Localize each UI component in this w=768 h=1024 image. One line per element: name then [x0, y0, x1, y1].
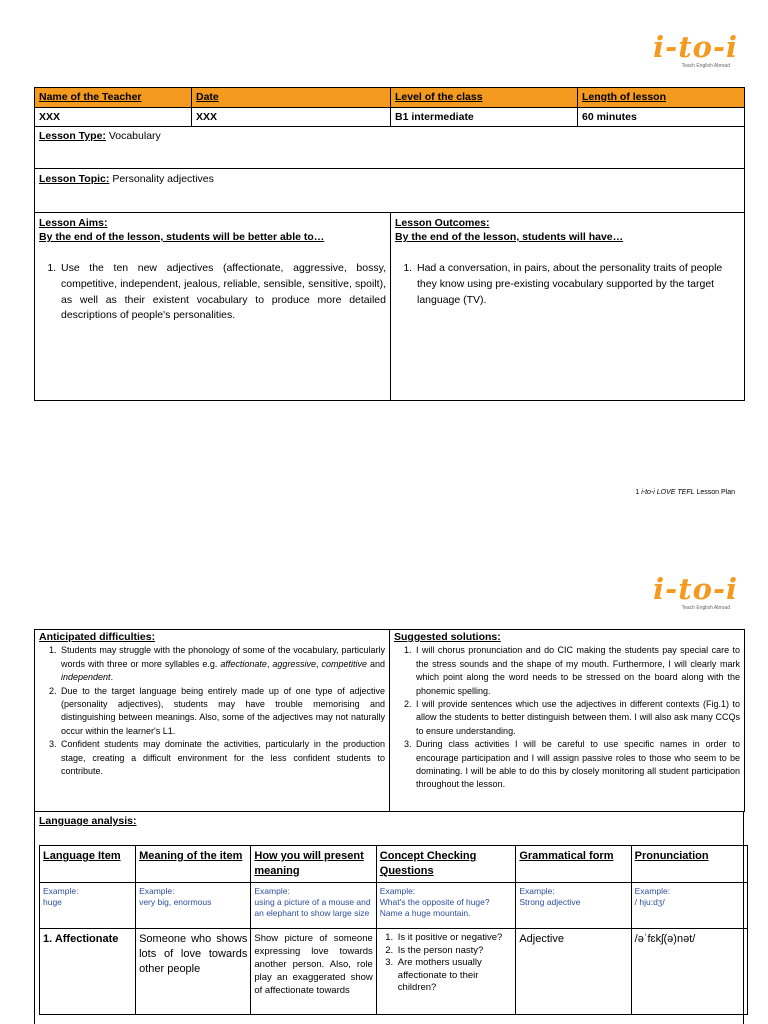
analysis-title: Language analysis:: [39, 815, 137, 827]
example-cell: Example: using a picture of a mouse and an elephant to show large size: [251, 883, 376, 929]
lesson-type-label: Lesson Type:: [39, 130, 106, 142]
footer-page-number: 1: [635, 489, 640, 496]
item-form: Adjective: [516, 929, 631, 1015]
col-present: How you will present meaning: [251, 846, 376, 883]
logo-tagline: Teach English Abroad: [681, 605, 730, 611]
length-value: 60 minutes: [578, 108, 745, 127]
lesson-topic-value: Personality adjectives: [112, 173, 214, 185]
example-cell: Example: What's the opposite of huge? Name a huge mountain.: [376, 883, 516, 929]
difficulty-item: 2. Due to the target language being entirely made up of one type of adjective (personality adjectives), students may have trouble memorising and distinguishing between meanings. Also, some of the adjectives may not naturally occur within the learner's L1.: [59, 685, 385, 739]
language-item: 1. Affectionate: [40, 929, 136, 1015]
aims-list: [39, 261, 386, 324]
header-level: Level of the class: [391, 88, 578, 108]
footer-brand: i-to-i: [641, 489, 655, 496]
lesson-overview-table: [34, 87, 745, 401]
header-date: Date: [192, 88, 391, 108]
difficulties-solutions-table: [34, 629, 745, 812]
lesson-type-value: Vocabulary: [108, 130, 161, 142]
solutions-cell: [390, 630, 745, 812]
solutions-list: [394, 644, 740, 791]
difficulties-cell: [35, 630, 390, 812]
col-meaning: Meaning of the item: [136, 846, 251, 883]
footer-rest: Lesson Plan: [696, 489, 735, 496]
difficulties-list: [39, 644, 385, 778]
example-cell: Example: Strong adjective: [516, 883, 631, 929]
item-pronunciation: /əˈfɛkʃ(ə)nət/: [631, 929, 747, 1015]
outcomes-item: 1. Had a conversation, in pairs, about the personality traits of people they know using pre-existing vocabulary supported by the target language (TV).: [415, 261, 740, 308]
aims-title: Lesson Aims:: [39, 217, 108, 229]
lesson-topic-row: [35, 169, 745, 213]
item-ccqs: 1. Is it positive or negative? 2. Is the person nasty? 3. Are mothers usually affectionate to their children?: [376, 929, 516, 1015]
overview-value-row: [35, 108, 745, 127]
teacher-value: XXX: [35, 108, 192, 127]
solutions-title: Suggested solutions:: [394, 631, 501, 643]
example-cell: Example: very big, enormous: [136, 883, 251, 929]
language-analysis-table: [39, 845, 748, 1015]
difficulty-item: 1. Students may struggle with the phonology of some of the vocabulary, particularly words with three or more syllables e.g. affectionate, aggressive, competitive and independent.: [59, 644, 385, 684]
outcomes-title: Lesson Outcomes:: [395, 217, 490, 229]
lesson-type-row: [35, 127, 745, 169]
item-presentation: Show picture of someone expressing love towards another person. Also, role play an exaggerated show of affectionate towards: [251, 929, 376, 1015]
outcomes-subtitle: By the end of the lesson, students will have…: [395, 231, 624, 243]
lesson-aims-cell: [35, 213, 391, 401]
item-meaning: Someone who shows lots of love towards other people: [136, 929, 251, 1015]
col-form: Grammatical form: [516, 846, 631, 883]
date-value: XXX: [192, 108, 391, 127]
aims-outcomes-row: [35, 213, 745, 401]
header-length: Length of lesson: [578, 88, 745, 108]
outcomes-list: [395, 261, 740, 308]
logo-tagline: Teach English Abroad: [681, 63, 730, 69]
aims-item: 1. Use the ten new adjectives (affectionate, aggressive, bossy, competitive, independent, jealous, reliable, sensible, sensitive, spoilt), as well as their existent vocabulary to produce more detailed descriptions of people's personalities.: [59, 261, 386, 324]
difficulty-item: 3. Confident students may dominate the activities, particularly in the production stage, creating a difficult environment for the less confident students to contribute.: [59, 738, 385, 778]
solution-item: 1. I will chorus pronunciation and do CIC making the students pay special care to the stress sounds and the shape of my mouth. Furthermore, I will clearly mark which point along the word needs to be stressed on the board along with the phonemic spelling.: [414, 644, 740, 698]
table-row: [40, 929, 748, 1015]
example-cell: Example: huge: [40, 883, 136, 929]
lesson-topic-label: Lesson Topic:: [39, 173, 110, 185]
solution-item: 3. During class activities I will be careful to use specific names in order to encourage participation and I will assign passive roles to those who seem to be dominating. I will be able to do this by closely monitoring all student participation throughout the lesson.: [414, 738, 740, 792]
header-teacher: Name of the Teacher: [35, 88, 192, 108]
level-value: B1 intermediate: [391, 108, 578, 127]
lesson-outcomes-cell: [391, 213, 745, 401]
logo-mark: i-to-i: [653, 572, 738, 606]
example-row: [40, 883, 748, 929]
solution-item: 2. I will provide sentences which use the adjectives in different contexts (Fig.1) to allow the students to better distinguish between them. I will also ask many CCQs to ensure understanding.: [414, 698, 740, 738]
brand-logo: [620, 32, 738, 69]
example-cell: Example: / hju:dʒ/: [631, 883, 747, 929]
page-footer: [0, 489, 735, 496]
language-analysis-wrapper: [34, 811, 744, 1024]
col-language-item: Language Item: [40, 846, 136, 883]
brand-logo-page2: [620, 574, 738, 611]
overview-header-row: [35, 88, 745, 108]
difficulties-title: Anticipated difficulties:: [39, 631, 156, 643]
logo-mark: i-to-i: [653, 30, 738, 64]
analysis-header-row: [40, 846, 748, 883]
footer-tefl: LOVE TEFL: [656, 489, 695, 496]
col-pronunciation: Pronunciation: [631, 846, 747, 883]
col-ccqs: Concept Checking Questions: [376, 846, 516, 883]
aims-subtitle: By the end of the lesson, students will be better able to…: [39, 231, 325, 243]
